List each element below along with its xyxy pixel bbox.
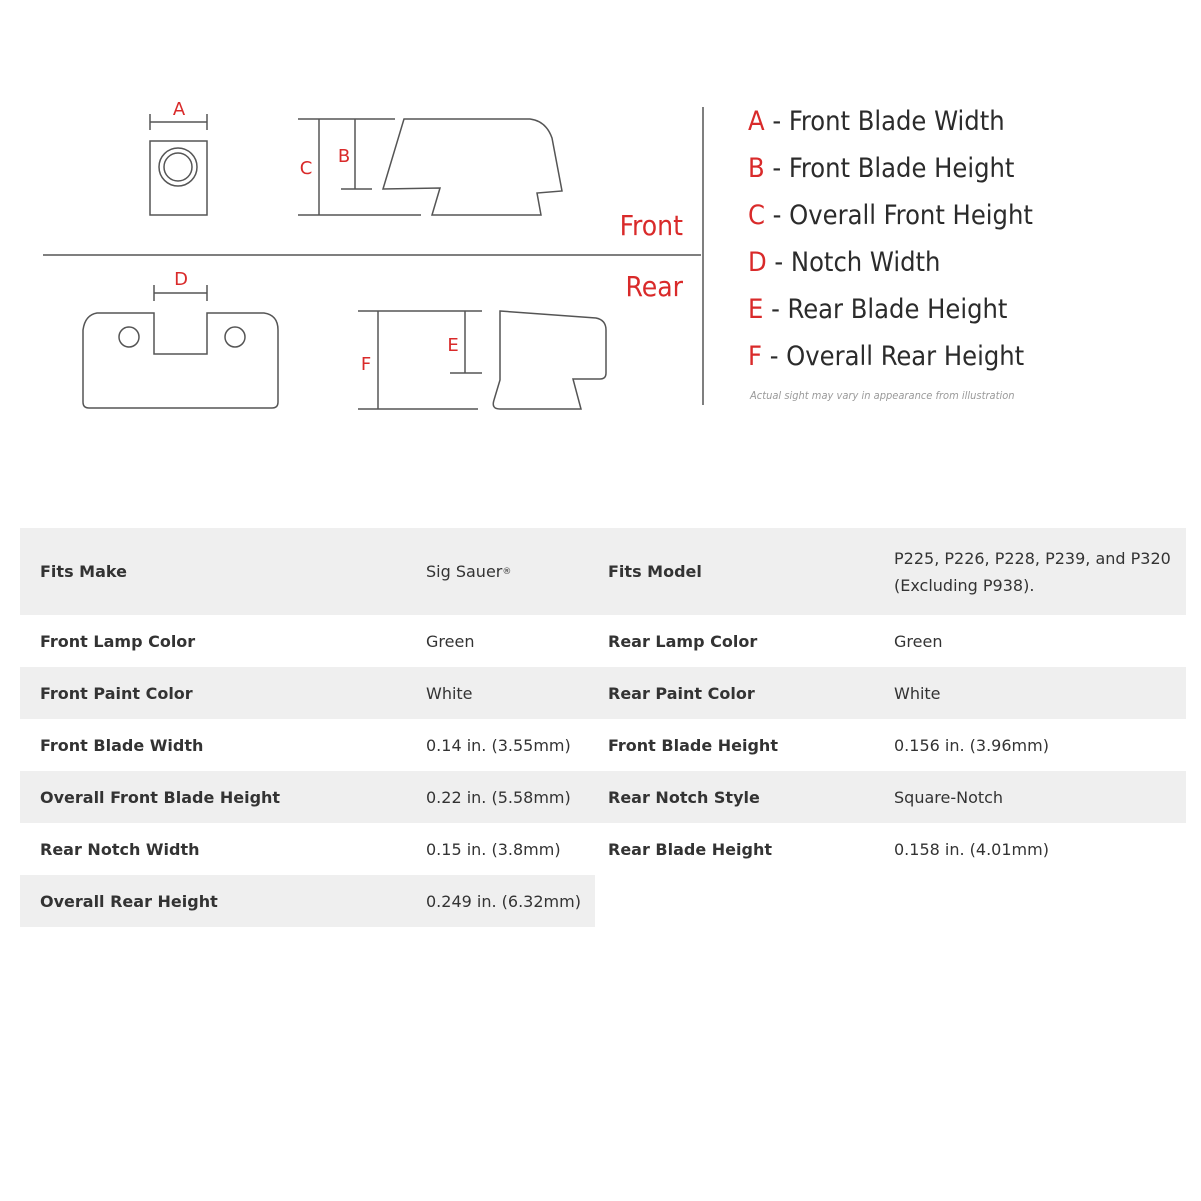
spec-value: Green — [426, 631, 475, 651]
spec-value: P225, P226, P228, P239, and P320 (Excluding P938). — [894, 548, 1171, 595]
legend-text: - Overall Front Height — [764, 200, 1033, 231]
rear-sight-end-view — [83, 313, 278, 408]
spec-label: Rear Paint Color — [608, 683, 755, 703]
legend-text: - Front Blade Width — [764, 106, 1005, 137]
dimension-f-marker — [358, 311, 482, 409]
legend-item-f — [748, 337, 1033, 384]
dimension-legend — [748, 102, 1033, 384]
illustration-disclaimer: Actual sight may vary in appearance from illustration — [750, 389, 1015, 402]
table-row — [20, 667, 1186, 719]
spec-value: 0.158 in. (4.01mm) — [894, 839, 1049, 859]
legend-letter: C — [748, 200, 765, 231]
label-f: F — [360, 354, 372, 375]
label-a: A — [172, 99, 186, 120]
spec-label: Fits Make — [40, 562, 127, 581]
legend-letter: B — [748, 153, 765, 184]
spec-value: Green — [894, 631, 943, 651]
spec-value: White — [894, 683, 941, 703]
spec-label: Overall Rear Height — [40, 891, 218, 911]
spec-label: Front Blade Height — [608, 735, 778, 755]
rear-sight-hole-right — [225, 327, 245, 347]
front-sight-side-view — [383, 119, 562, 215]
spec-label: Rear Blade Height — [608, 839, 772, 859]
spec-value-text: Sig Sauer — [426, 562, 503, 581]
spec-value: 0.156 in. (3.96mm) — [894, 735, 1049, 755]
table-row — [20, 771, 1186, 823]
spec-value: 0.15 in. (3.8mm) — [426, 839, 561, 859]
legend-text: - Notch Width — [766, 247, 941, 278]
table-row — [20, 528, 1186, 615]
legend-item-d — [748, 243, 1033, 290]
spec-label: Front Paint Color — [40, 683, 193, 703]
legend-letter: D — [748, 247, 767, 278]
spec-label: Fits Model — [608, 562, 702, 581]
legend-letter: A — [748, 106, 765, 137]
label-e: E — [447, 335, 459, 356]
spec-value: 0.14 in. (3.55mm) — [426, 735, 571, 755]
table-row — [20, 823, 1186, 875]
spec-value: 0.22 in. (5.58mm) — [426, 787, 571, 807]
legend-item-a — [748, 102, 1033, 149]
front-label: Front — [619, 209, 683, 242]
front-sight-end-view — [150, 141, 207, 215]
table-row — [20, 615, 1186, 667]
legend-text: - Rear Blade Height — [763, 294, 1008, 325]
rear-label: Rear — [625, 270, 683, 303]
label-c: C — [299, 158, 313, 179]
spec-label: Front Blade Width — [40, 735, 204, 755]
rear-sight-side-view — [493, 311, 606, 409]
legend-item-b — [748, 149, 1033, 196]
legend-letter: F — [748, 341, 762, 372]
label-d: D — [174, 269, 188, 290]
spec-table — [20, 528, 1186, 927]
legend-letter: E — [748, 294, 764, 325]
spec-value: White — [426, 683, 473, 703]
rear-sight-hole-left — [119, 327, 139, 347]
dimension-c-marker — [298, 119, 421, 215]
legend-item-c — [748, 196, 1033, 243]
spec-value: 0.249 in. (6.32mm) — [426, 891, 581, 911]
spec-label: Overall Front Blade Height — [40, 787, 281, 807]
spec-value: Square-Notch — [894, 787, 1004, 807]
spec-label: Front Lamp Color — [40, 631, 196, 651]
label-b: B — [337, 146, 351, 167]
table-row — [20, 719, 1186, 771]
spec-value — [406, 528, 595, 615]
table-row — [20, 875, 1186, 927]
registered-mark: ® — [502, 566, 512, 577]
spec-label: Rear Notch Style — [608, 787, 760, 807]
legend-text: - Overall Rear Height — [761, 341, 1025, 372]
legend-item-e — [748, 290, 1033, 337]
legend-text: - Front Blade Height — [764, 153, 1015, 184]
spec-label: Rear Lamp Color — [608, 631, 758, 651]
spec-label: Rear Notch Width — [40, 839, 200, 859]
